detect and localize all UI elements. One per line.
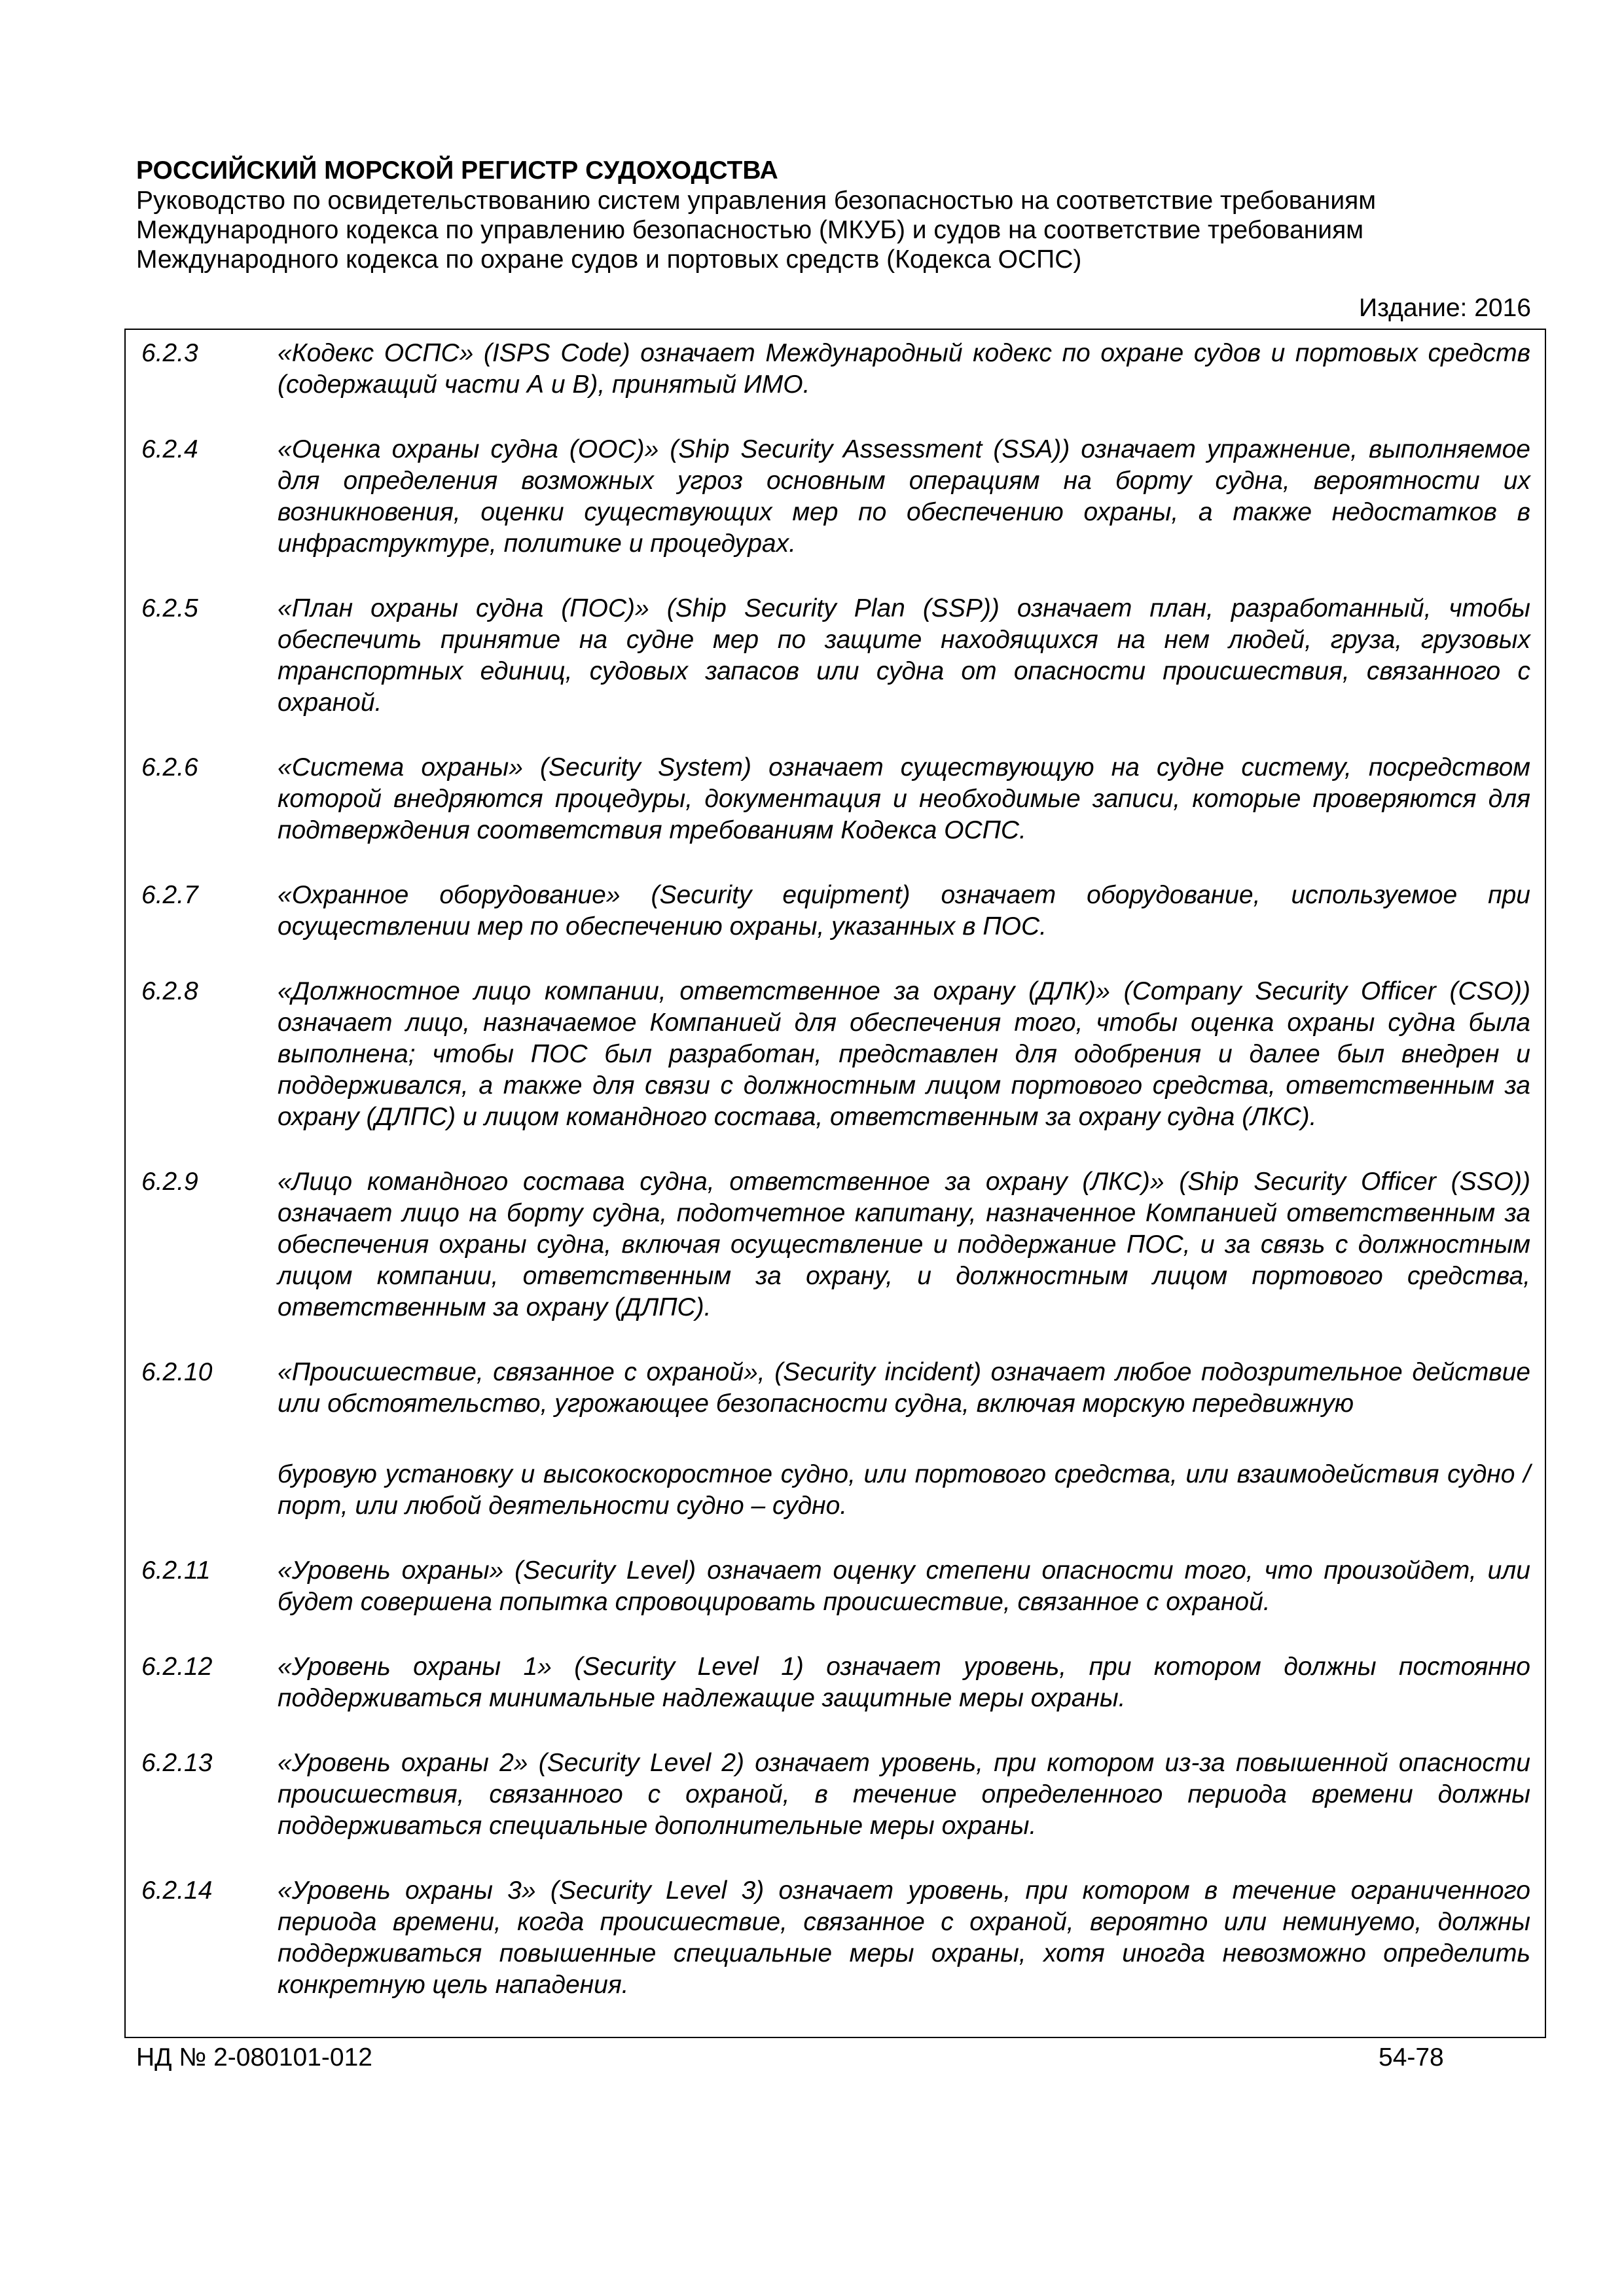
definition-text — [278, 1748, 1530, 1842]
document-subtitle-line-3: Международного кодекса по охране судов и портовых средств (Кодекса ОСПС) — [136, 245, 1082, 274]
clause-number: 6.2.3 — [141, 339, 198, 367]
clause-number: 6.2.10 — [141, 1358, 213, 1386]
definition-text — [278, 880, 1530, 942]
organization-name: РОССИЙСКИЙ МОРСКОЙ РЕГИСТР СУДОХОДСТВА — [136, 156, 778, 185]
definition-paragraph: «План охраны судна (ПОС)» (Ship Security Plan (SSP)) означает план, разработанный, чтобы обеспечить принятие на судне мер по защите находящихся на нем людей, груза, грузовых транспортных единиц, судовых запасов или судна от опасности происшествия, связанного с охраной. — [278, 594, 1530, 717]
definition-entry — [126, 1651, 1545, 1714]
clause-number: 6.2.5 — [141, 594, 198, 622]
clause-number: 6.2.9 — [141, 1168, 198, 1196]
clause-number: 6.2.4 — [141, 435, 198, 463]
definitions-frame — [124, 329, 1546, 2038]
definitions-list — [126, 330, 1545, 2001]
definition-text — [278, 752, 1530, 846]
definition-text — [278, 1357, 1530, 1522]
definition-paragraph: «Лицо командного состава судна, ответственное за охрану (ЛКС)» (Ship Security Officer (SSO)) означает лицо на борту судна, подотчетное капитану, назначенное Компанией ответственным за обеспечения охраны судна, включая осуществление и поддержание ПОС, и за связь с должностным лицом компании, ответственным за охрану, и должностным лицом портового средства, ответственным за охрану (ДЛПС). — [278, 1168, 1530, 1321]
definition-paragraph: «Охранное оборудование» (Security equipment) означает оборудование, используемое при осуществлении мер по обеспечению охраны, указанных в ПОС. — [278, 881, 1530, 941]
definition-paragraph: «Уровень охраны 3» (Security Level 3) означает уровень, при котором в течение ограниченного периода времени, когда происшествие, связанное с охраной, вероятно или неминуемо, должны поддерживаться повышенные специальные меры охраны, хотя иногда невозможно определить конкретную цель нападения. — [278, 1876, 1530, 1999]
clause-number: 6.2.11 — [141, 1556, 211, 1585]
definition-entry — [126, 1555, 1545, 1618]
document-subtitle-line-1: Руководство по освидетельствованию систем управления безопасностью на соответствие требованиям — [136, 187, 1377, 215]
edition-label: Издание: 2016 — [1359, 294, 1531, 322]
definition-paragraph: «Уровень охраны» (Security Level) означает оценку степени опасности того, что произойдет, или будет совершена попытка спровоцировать происшествие, связанное с охраной. — [278, 1556, 1530, 1616]
clause-number: 6.2.12 — [141, 1653, 213, 1681]
page-number: 54-78 — [1379, 2043, 1444, 2072]
definition-text — [278, 1875, 1530, 2001]
definition-entry — [126, 1875, 1545, 2001]
document-number: НД № 2-080101-012 — [136, 2043, 372, 2072]
clause-number: 6.2.14 — [141, 1876, 213, 1905]
definition-entry — [126, 976, 1545, 1133]
definition-entry — [126, 880, 1545, 942]
definition-text — [278, 1166, 1530, 1323]
definition-text — [278, 338, 1530, 401]
definition-paragraph: «Происшествие, связанное с охраной», (Security incident) означает любое подозрительное действие или обстоятельство, угрожающее безопасности судна, включая морскую передвижную — [278, 1358, 1530, 1418]
definition-paragraph: «Кодекс ОСПС» (ISPS Code) означает Международный кодекс по охране судов и портовых средств (содержащий части А и В), принятый ИМО. — [278, 339, 1530, 399]
definition-entry — [126, 1166, 1545, 1323]
definition-text — [278, 1555, 1530, 1618]
clause-number: 6.2.7 — [141, 881, 198, 909]
definition-entry — [126, 752, 1545, 846]
definition-entry — [126, 1748, 1545, 1842]
definition-paragraph: «Оценка охраны судна (ООС)» (Ship Security Assessment (SSA)) означает упражнение, выполняемое для определения возможных угроз основным операциям на борту судна, вероятности их возникновения, оценки существующих мер по обеспечению охраны, а также недостатков в инфраструктуре, политике и процедурах. — [278, 435, 1530, 558]
definition-paragraph: «Уровень охраны 1» (Security Level 1) означает уровень, при котором должны постоянно поддерживаться минимальные надлежащие защитные меры охраны. — [278, 1653, 1530, 1712]
definition-entry — [126, 434, 1545, 560]
definition-paragraph: буровую установку и высокоскоростное судно, или портового средства, или взаимодействия судно / порт, или любой деятельности судно – судно. — [278, 1460, 1530, 1520]
definition-entry — [126, 593, 1545, 719]
definition-text — [278, 593, 1530, 719]
definition-entry — [126, 338, 1545, 401]
document-header — [136, 156, 1530, 274]
definition-paragraph: «Должностное лицо компании, ответственное за охрану (ДЛК)» (Company Security Officer (CSO)) означает лицо, назначаемое Компанией для обеспечения того, чтобы оценка охраны судна была выполнена; чтобы ПОС был разработан, представлен для одобрения и далее был внедрен и поддерживался, а также для связи с должностным лицом портового средства, ответственным за охрану (ДЛПС) и лицом командного состава, ответственным за охрану судна (ЛКС). — [278, 977, 1530, 1131]
definition-text — [278, 1651, 1530, 1714]
definition-paragraph: «Система охраны» (Security System) означает существующую на судне систему, посредством которой внедряются процедуры, документация и необходимые записи, которые проверяются для подтверждения соответствия требованиям Кодекса ОСПС. — [278, 753, 1530, 844]
document-subtitle-line-2: Международного кодекса по управлению безопасностью (МКУБ) и судов на соответствие требованиям — [136, 216, 1364, 244]
definition-paragraph: «Уровень охраны 2» (Security Level 2) означает уровень, при котором из-за повышенной опасности происшествия, связанного с охраной, в течение определенного периода времени должны поддерживаться специальные дополнительные меры охраны. — [278, 1749, 1530, 1840]
definition-text — [278, 976, 1530, 1133]
definition-entry — [126, 1357, 1545, 1522]
definition-text — [278, 434, 1530, 560]
clause-number: 6.2.6 — [141, 753, 198, 781]
clause-number: 6.2.13 — [141, 1749, 213, 1777]
clause-number: 6.2.8 — [141, 977, 198, 1005]
